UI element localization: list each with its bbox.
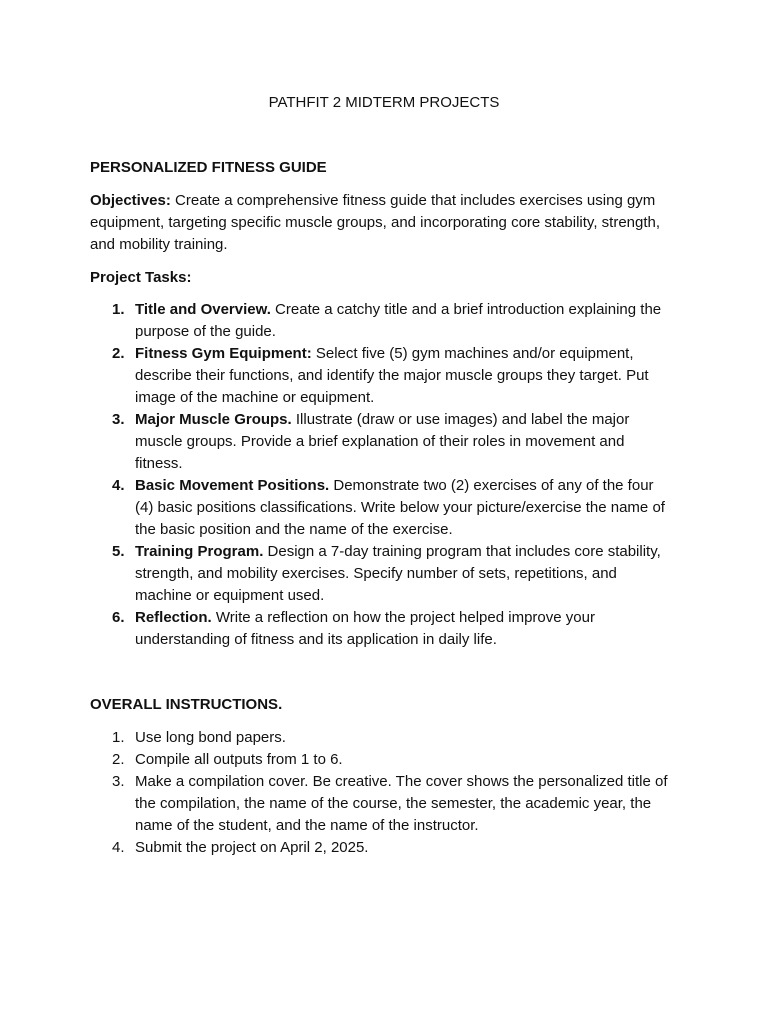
task-text: Design a 7-day training program that includes core stability, strength, and mobility exercises. Specify number of sets, repetitions, and machine or equipment used. xyxy=(135,543,661,604)
task-item xyxy=(90,343,678,409)
objectives-label: Objectives: xyxy=(90,192,171,209)
project-tasks-heading: Project Tasks: xyxy=(90,269,192,286)
task-lead: Training Program. xyxy=(135,543,264,560)
instruction-number: 4. xyxy=(112,839,125,856)
section-heading: PERSONALIZED FITNESS GUIDE xyxy=(90,159,327,176)
document-title: PATHFIT 2 MIDTERM PROJECTS xyxy=(268,94,500,111)
task-number: 2. xyxy=(112,345,125,362)
instruction-item xyxy=(90,749,678,771)
instruction-text: Use long bond papers. xyxy=(135,729,286,746)
instruction-number: 2. xyxy=(112,751,125,768)
task-number: 5. xyxy=(112,543,125,560)
task-item xyxy=(90,475,678,541)
task-text: Write a reflection on how the project helped improve your understanding of fitness and its application in daily life. xyxy=(135,609,595,648)
task-number: 3. xyxy=(112,411,125,428)
objectives-paragraph xyxy=(90,190,678,256)
instruction-number: 1. xyxy=(112,729,125,746)
overall-instructions-list xyxy=(90,727,678,859)
objectives-text: Create a comprehensive fitness guide that includes exercises using gym equipment, targeting specific muscle groups, and incorporating core stability, strength, and mobility training. xyxy=(90,192,661,253)
instruction-item xyxy=(90,727,678,749)
instruction-text: Submit the project on April 2, 2025. xyxy=(135,839,369,856)
task-lead: Title and Overview. xyxy=(135,301,271,318)
task-lead: Major Muscle Groups. xyxy=(135,411,292,428)
instruction-text: Make a compilation cover. Be creative. The cover shows the personalized title of the compilation, the name of the course, the semester, the academic year, the name of the student, and the name of the instructor. xyxy=(135,773,668,834)
task-item xyxy=(90,607,678,651)
task-lead: Basic Movement Positions. xyxy=(135,477,330,494)
instruction-text: Compile all outputs from 1 to 6. xyxy=(135,751,343,768)
task-item xyxy=(90,409,678,475)
task-text: Select five (5) gym machines and/or equipment, describe their functions, and identify the major muscle groups they target. Put image of the machine or equipment. xyxy=(135,345,649,406)
task-text: Illustrate (draw or use images) and label the major muscle groups. Provide a brief explanation of their roles in movement and fitness. xyxy=(135,411,630,472)
task-text: Create a catchy title and a brief introduction explaining the purpose of the guide. xyxy=(135,301,662,340)
overall-instructions-heading: OVERALL INSTRUCTIONS. xyxy=(90,696,283,713)
task-item xyxy=(90,299,678,343)
instruction-number: 3. xyxy=(112,773,125,790)
instruction-item xyxy=(90,771,678,837)
task-number: 4. xyxy=(112,477,125,494)
task-number: 1. xyxy=(112,301,125,318)
project-tasks-list xyxy=(90,299,678,651)
instruction-item xyxy=(90,837,678,859)
task-lead: Reflection. xyxy=(135,609,212,626)
task-item xyxy=(90,541,678,607)
task-number: 6. xyxy=(112,609,125,626)
task-lead: Fitness Gym Equipment: xyxy=(135,345,312,362)
task-text: Demonstrate two (2) exercises of any of the four (4) basic positions classifications. Write below your picture/exercise the name of the basic position and the name of the exercise. xyxy=(135,477,665,538)
